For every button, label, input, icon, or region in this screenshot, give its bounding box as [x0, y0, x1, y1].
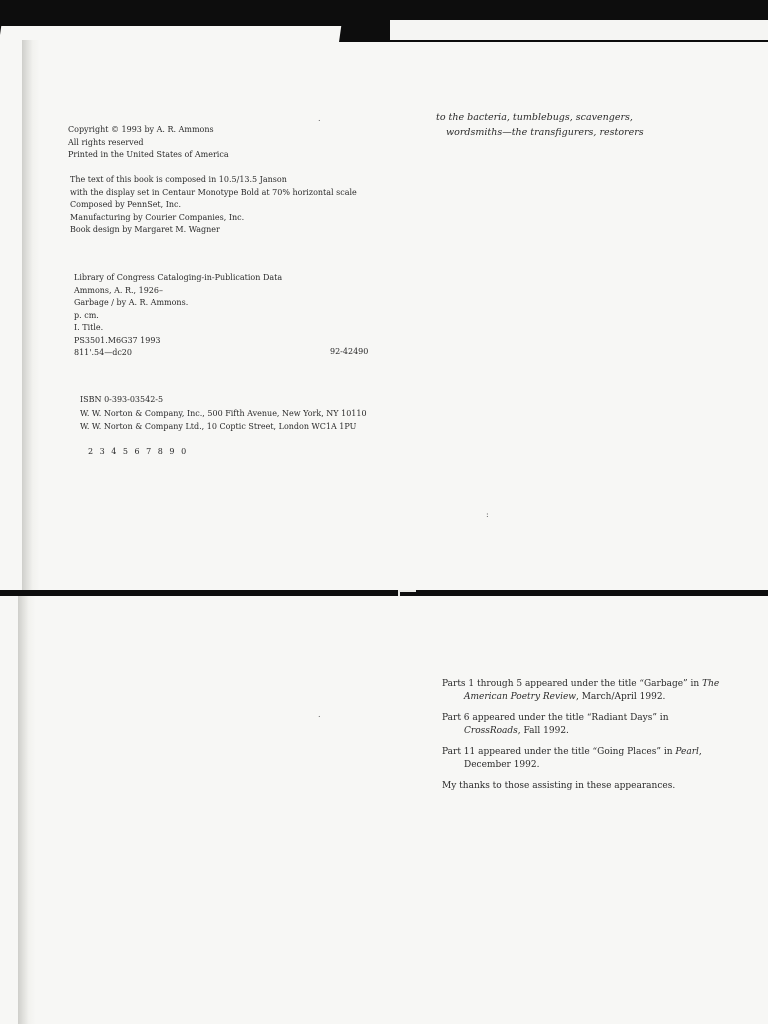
composition-line: with the display set in Centaur Monotype Bold at 70% horizontal scale — [70, 187, 357, 197]
ack-text: , December 1992. — [464, 747, 702, 770]
cip-line: Garbage / by A. R. Ammons. — [74, 298, 189, 307]
page-top-edge — [390, 20, 768, 40]
speck: . — [318, 114, 321, 123]
cip-line: I. Title. — [74, 323, 104, 332]
ack-text: Parts 1 through 5 appeared under the title “Garbage” in — [442, 679, 703, 689]
page-gutter — [18, 596, 36, 1024]
acknowledgment-paragraph — [442, 712, 728, 737]
composition-line: Manufacturing by Courier Companies, Inc. — [70, 212, 245, 222]
ack-text: , Fall 1992. — [517, 725, 569, 736]
ack-text: Part 6 appeared under the title “Radiant Days” in — [442, 713, 669, 723]
cip-number: 92-42490 — [330, 347, 369, 356]
publisher-line: W. W. Norton & Company, Inc., 500 Fifth Avenue, New York, NY 10110 — [80, 409, 367, 418]
composition-block — [70, 174, 357, 237]
ack-journal: Pearl — [675, 747, 699, 757]
copyright-block — [68, 124, 229, 162]
cip-line: Ammons, A. R., 1926– — [74, 285, 163, 295]
publisher-block — [80, 408, 367, 433]
speck: . — [318, 710, 321, 719]
copyright-line: Copyright © 1993 by A. R. Ammons — [68, 125, 214, 134]
page-gutter — [22, 40, 40, 590]
cip-line: p. cm. — [74, 310, 99, 320]
cip-line: PS3501.M6G37 1993 — [74, 335, 161, 345]
dedication-line: to the bacteria, tumblebugs, scavengers, — [436, 112, 633, 123]
speck: : — [486, 510, 489, 519]
rights-line: All rights reserved — [68, 137, 144, 147]
dedication-line: wordsmiths—the transfigurers, restorers — [446, 127, 644, 138]
acknowledgment-paragraph — [442, 746, 728, 771]
ack-text: , March/April 1992. — [576, 691, 666, 702]
thanks-line: My thanks to those assisting in these appearances. — [442, 781, 676, 791]
acknowledgment-paragraph — [442, 678, 728, 703]
cip-block — [74, 272, 282, 360]
printing-line: 2 3 4 5 6 7 8 9 0 — [88, 447, 189, 456]
printed-line: Printed in the United States of America — [68, 150, 229, 159]
ack-text: Part 11 appeared under the title “Going Places” in — [442, 747, 676, 757]
composition-line: Book design by Margaret M. Wagner — [70, 225, 220, 234]
dedication — [436, 110, 644, 140]
composition-line: The text of this book is composed in 10.5/13.5 Janson — [70, 175, 287, 184]
isbn: ISBN 0-393-03542-5 — [80, 395, 164, 404]
cip-line: Library of Congress Cataloging-in-Publication Data — [74, 273, 283, 282]
ack-journal: The American Poetry Review — [464, 679, 720, 702]
composition-line: Composed by PennSet, Inc. — [70, 200, 182, 209]
acknowledgments — [442, 678, 728, 802]
cip-line: 811'.54—dc20 — [74, 348, 132, 357]
publisher-line: W. W. Norton & Company Ltd., 10 Coptic Street, London WC1A 1PU — [80, 421, 357, 431]
bottom-page-spread — [0, 596, 768, 1024]
ack-journal: CrossRoads — [464, 725, 518, 736]
